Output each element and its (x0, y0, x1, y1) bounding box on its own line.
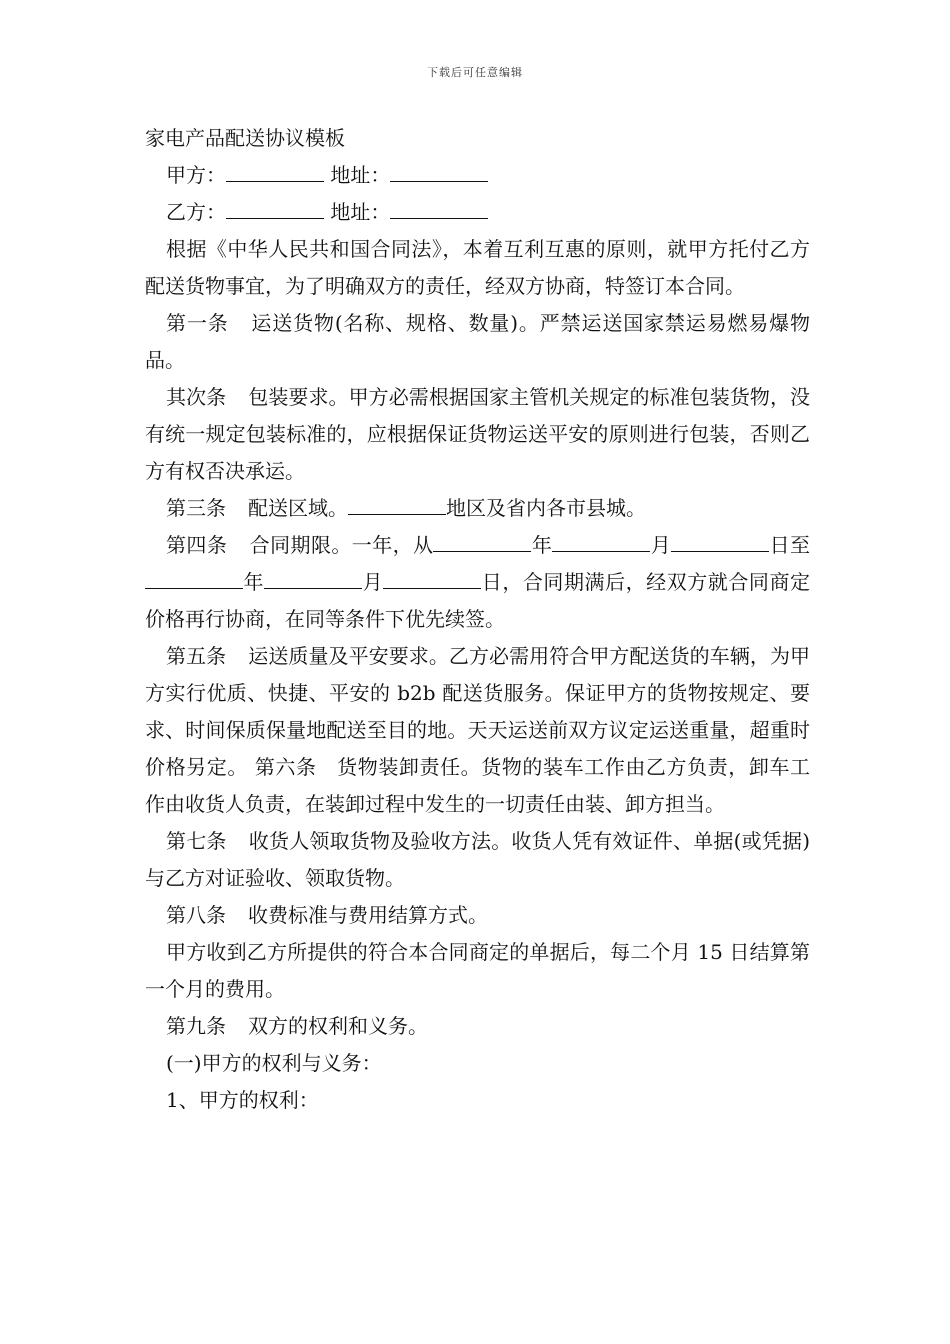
article-7-number: 第七条 (166, 829, 227, 853)
article-2 (145, 379, 810, 490)
article-4-text-a: 合同期限。一年，从 (249, 533, 434, 557)
article-4-month-label: 月 (650, 533, 672, 557)
article-8-text: 收费标准与费用结算方式。 (248, 903, 488, 927)
article-4-start-year-blank[interactable] (433, 529, 531, 552)
article-4-year-label-2: 年 (243, 570, 265, 594)
article-2-text: 包装要求。甲方必需根据国家主管机关规定的标准包装货物，没有统一规定包装标准的，应根据保证货物运送平安的原则进行包装，否则乙方有权否决承运。 (145, 385, 811, 483)
article-8 (145, 897, 810, 934)
section-1-heading: (一)甲方的权利与义务： (166, 1051, 382, 1075)
article-7 (145, 823, 810, 897)
article-9-text: 双方的权利和义务。 (248, 1014, 428, 1038)
article-3-number: 第三条 (166, 496, 226, 520)
article-3-region-blank[interactable] (348, 492, 446, 515)
article-9 (145, 1008, 810, 1045)
article-5 (145, 638, 810, 823)
article-4 (145, 527, 810, 638)
party-b-line (145, 194, 810, 231)
article-5-text: 运送质量及平安要求。乙方必需用符合甲方配送货的车辆，为甲方实行优质、快捷、平安的 b2b 配送货服务。保证甲方的货物按规定、要求、时间保质保量地配送至目的地。天天运送前双方议定运送重量，超重时价格另定。 第六条 货物装卸责任。货物的装车工作由乙方负责，卸车工作由收货人负责，在装卸过程中发生的一切责任由装、卸方担当。 (145, 644, 811, 816)
article-9-number: 第九条 (166, 1014, 226, 1038)
page-header-note: 下载后可任意编辑 (427, 66, 523, 79)
intro-paragraph: 根据《中华人民共和国合同法》，本着互利互惠的原则，就甲方托付乙方配送货物事宜，为了明确双方的责任，经双方协商，特签订本合同。 (145, 237, 810, 298)
article-4-start-month-blank[interactable] (552, 529, 650, 552)
article-8-number: 第八条 (166, 903, 226, 927)
document-title: 家电产品配送协议模板 (145, 126, 345, 150)
article-4-year-label: 年 (531, 533, 553, 557)
party-a-line (145, 157, 810, 194)
article-5-number: 第五条 (166, 644, 227, 668)
article-1 (145, 305, 810, 379)
party-b-label: 乙方： (166, 200, 226, 224)
party-a-name-blank[interactable] (226, 159, 324, 182)
article-4-end-day-blank[interactable] (383, 566, 481, 589)
article-4-end-year-blank[interactable] (145, 566, 243, 589)
party-b-address-blank[interactable] (390, 196, 488, 219)
document-body (145, 120, 810, 1119)
article-3 (145, 490, 810, 527)
article-8-detail: 甲方收到乙方所提供的符合本合同商定的单据后，每二个月 15 日结算第一个月的费用。 (145, 940, 810, 1001)
article-4-number: 第四条 (166, 533, 228, 557)
party-a-address-blank[interactable] (390, 159, 488, 182)
party-a-label: 甲方： (166, 163, 226, 187)
party-b-name-blank[interactable] (226, 196, 324, 219)
article-4-day-to-label: 日至 (769, 533, 811, 557)
article-4-start-day-blank[interactable] (671, 529, 769, 552)
article-1-text: 运送货物(名称、规格、数量)。严禁运送国家禁运易燃易爆物品。 (145, 311, 811, 372)
article-4-text-end: 日，合同期满后，经双方就合同商定价格再行协商，在同等条件下优先续签。 (145, 570, 811, 631)
article-7-text: 收货人领取货物及验收方法。收货人凭有效证件、单据(或凭据)与乙方对证验收、领取货物。 (145, 829, 811, 890)
section-1-1-heading: 1、甲方的权利： (166, 1088, 319, 1112)
article-4-month-label-2: 月 (362, 570, 384, 594)
article-3-text-b: 地区及省内各市县城。 (446, 496, 646, 520)
article-1-number: 第一条 (166, 311, 229, 335)
party-b-address-label: 地址： (330, 200, 391, 224)
article-4-end-month-blank[interactable] (264, 566, 362, 589)
article-2-number: 其次条 (166, 385, 227, 409)
article-3-text-a: 配送区域。 (248, 496, 348, 520)
party-a-address-label: 地址： (330, 163, 391, 187)
